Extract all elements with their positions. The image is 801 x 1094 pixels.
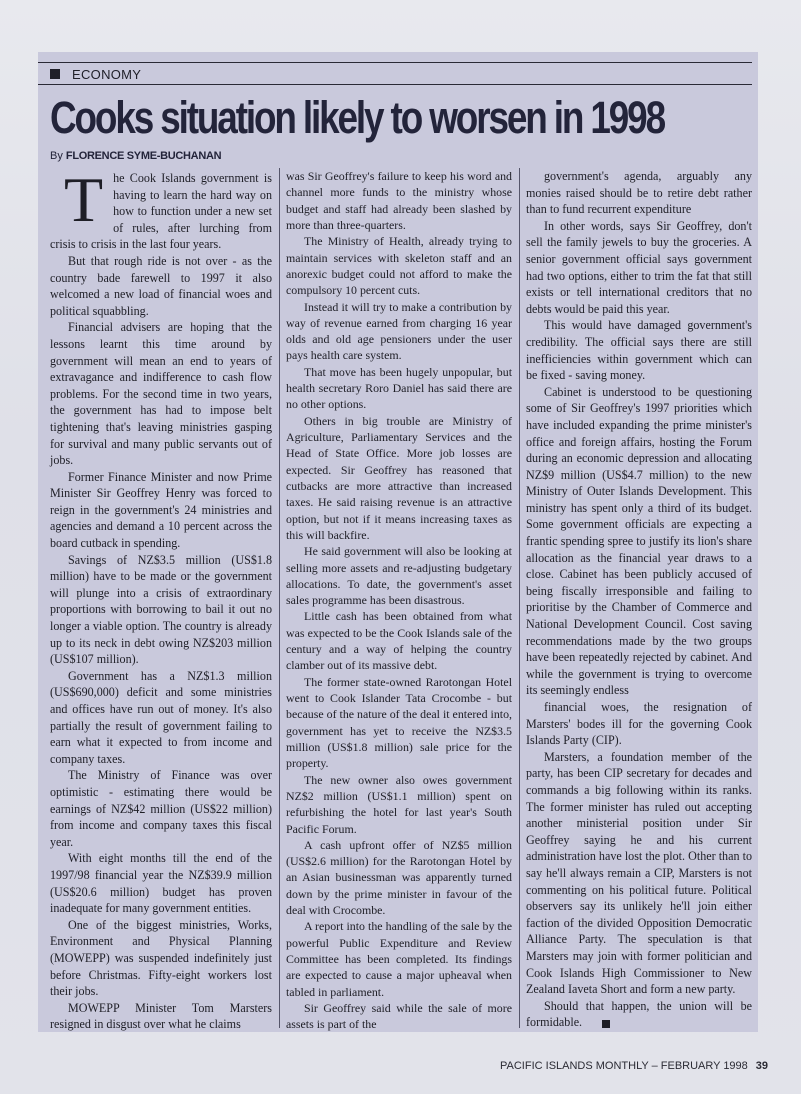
paragraph: Marsters, a foundation member of the party, has been CIP secretary for decades and commands a big following within its ranks. The former minister has ruled out accepting another ministerial position under Sir Geoffrey saying he and his current administration have lost the plot. Other than to say he'll always remain a CIP, Marsters is not commenting on his political future. Political observers say its unlikely he'll join either faction of the divided Opposition Democratic Alliance Party. The speculation is that Marsters may join with former politician and Cook Islands High Commissioner to New Zealand Iaveta Short and form a new party. bbox=[526, 749, 752, 997]
paragraph: The new owner also owes government NZ$2 million (US$1.1 million) spent on refurbishing the hotel for last year's South Pacific Forum. bbox=[286, 772, 512, 836]
paragraph: was Sir Geoffrey's failure to keep his word and channel more funds to the ministry whose budget and staff had already been slashed by more than three-quarters. bbox=[286, 169, 512, 232]
paragraph: With eight months till the end of the 1997/98 financial year the NZ$39.9 million (US$20.6 million) budget has proven inadequate for many government entities. bbox=[50, 851, 272, 916]
paragraph: government's agenda, arguably any monies raised should be to retire debt rather than to fund recurrent expenditure bbox=[526, 169, 752, 217]
paragraph: financial woes, the resignation of Marsters' bodes ill for the governing Cook Islands Party (CIP). bbox=[526, 700, 752, 748]
column-3 bbox=[526, 168, 752, 1031]
column-divider bbox=[279, 168, 280, 1028]
headline: Cooks situation likely to worsen in 1998 bbox=[50, 92, 664, 143]
byline-author: FLORENCE SYME-BUCHANAN bbox=[65, 150, 222, 162]
section-rule bbox=[38, 84, 752, 85]
paragraph: A cash upfront offer of NZ$5 million (US$2.6 million) for the Rarotongan Hotel by an Asian businessman was apparently turned down by the prime minister in favour of the deal with Crocombe. bbox=[286, 837, 512, 918]
paragraph: The former state-owned Rarotongan Hotel went to Cook Islander Tata Crocombe - but because of the nature of the deal it entered into, government has yet to receive the NZ$3.5 million (US$1.8 million) sale price for the property. bbox=[286, 674, 512, 771]
paragraph: Little cash has been obtained from what was expected to be the Cook Islands sale of the century and a way of helping the country clamber out of its massive debt. bbox=[286, 609, 512, 673]
paragraph-text: he Cook Islands government is having to learn the hard way on how to function under a new set of rules, after lurching from crisis to crisis in the last four years. bbox=[50, 171, 272, 252]
drop-cap: T bbox=[64, 164, 104, 235]
paragraph: Others in big trouble are Ministry of Agriculture, Parliamentary Services and the Head of State Office. More job losses are expected. Sir Geoffrey has reasoned that cutbacks are more attractive than increased taxes. He said raising revenue is an attractive option, but not if it means increasing taxes as this will backfire. bbox=[286, 413, 512, 542]
end-mark-icon bbox=[602, 1020, 610, 1028]
paragraph: He said government will also be looking at selling more assets and re-adjusting budgetary allocations. To date, the government's asset sales programme has been disastrous. bbox=[286, 544, 512, 608]
paragraph bbox=[526, 998, 752, 1031]
paragraph bbox=[50, 164, 272, 253]
page-footer bbox=[500, 1060, 768, 1076]
top-rule bbox=[38, 62, 752, 63]
paragraph: Former Finance Minister and now Prime Minister Sir Geoffrey Henry was forced to reign in the government's 24 ministries and agencies and demand a 10 percent across the board cutback in spending. bbox=[50, 469, 272, 551]
paragraph: Government has a NZ$1.3 million (US$690,000) deficit and some ministries and offices have run out of money. It's also partially the result of government failing to earn what it expected to from income and company taxes. bbox=[50, 668, 272, 766]
publication-line: PACIFIC ISLANDS MONTHLY – FEBRUARY 1998 bbox=[500, 1060, 748, 1072]
section-square-icon bbox=[50, 69, 60, 79]
column-divider bbox=[519, 168, 520, 1028]
section-name: ECONOMY bbox=[72, 66, 142, 82]
paragraph-text: Should that happen, the union will be formidable. bbox=[526, 998, 752, 1030]
page-number: 39 bbox=[755, 1060, 769, 1072]
paragraph: Financial advisers are hoping that the lessons learnt this time around by government will mean an end to years of extravagance and indifference to cash flow problems. For the second time in two years, the government has had to impose belt tightening that's leaving ministries gasping for survival and many public servants out of jobs. bbox=[50, 320, 272, 468]
column-1 bbox=[50, 164, 272, 1033]
paragraph: One of the biggest ministries, Works, Environment and Physical Planning (MOWEPP) was suspended indefinitely just before Christmas. Fifty-eight workers lost their jobs. bbox=[50, 917, 272, 999]
paragraph: MOWEPP Minister Tom Marsters resigned in disgust over what he claims bbox=[50, 1000, 272, 1032]
byline-prefix: By bbox=[50, 150, 63, 162]
paragraph: This would have damaged government's credibility. The official says there are still inefficiencies within government which can be fixed - saving money. bbox=[526, 318, 752, 383]
paragraph: But that rough ride is not over - as the country bade farewell to 1997 it also welcomed a new load of financial woes and political squabbling. bbox=[50, 253, 272, 318]
paragraph: A report into the handling of the sale by the powerful Public Expenditure and Review Committee has been completed. Its findings are expected to cause a major upheaval when tabled in parliament. bbox=[286, 919, 512, 999]
paragraph: In other words, says Sir Geoffrey, don't sell the family jewels to buy the groceries. A senior government official says government had two options, either to trim the fat that still exists or tell international creditors that no debts would be paid this year. bbox=[526, 218, 752, 316]
paragraph: The Ministry of Health, already trying to maintain services with skeleton staff and an anorexic budget could not afford to make the compulsory 10 percent cuts. bbox=[286, 234, 512, 298]
paragraph: The Ministry of Finance was over optimistic - estimating there would be earnings of NZ$42 million (US$22 million) from income and company taxes this fiscal year. bbox=[50, 768, 272, 849]
paragraph: Savings of NZ$3.5 million (US$1.8 million) have to be made or the government will plunge into a crisis of extraordinary proportions with borrowing to bail it out no longer a viable option. The country is already up to its neck in debt owing NZ$203 million (US$107 million). bbox=[50, 552, 272, 667]
section-label bbox=[50, 66, 141, 82]
paragraph: Cabinet is understood to be questioning some of Sir Geoffrey's 1997 priorities which have included expanding the prime minister's office and foreign affairs, hosting the Forum during an economic depression and allocating NZ$9 million (US$4.7 million) to the new Ministry of Outer Islands Development. This ministry has spent only a third of its budget. Some government officials are expecting a frantic spending spree to justify its lion's share allocation as the financial year draws to a close. Cabinet has been publicly accused of being fiscally irresponsible and failing to prioritise by the Chamber of Commerce and National Development Council. Cost saving recommendations made by the two groups have been repeatedly rejected by cabinet. And while the government is trying to overcome its seemingly endless bbox=[526, 384, 752, 698]
paragraph: That move has been hugely unpopular, but health secretary Roro Daniel has said there are no other options. bbox=[286, 364, 512, 412]
column-2 bbox=[286, 168, 512, 1033]
paragraph: Sir Geoffrey said while the sale of more assets is part of the bbox=[286, 1000, 512, 1032]
paragraph: Instead it will try to make a contribution by way of revenue earned from charging 16 year olds and old age pensioners under the user pays health care system. bbox=[286, 299, 512, 363]
